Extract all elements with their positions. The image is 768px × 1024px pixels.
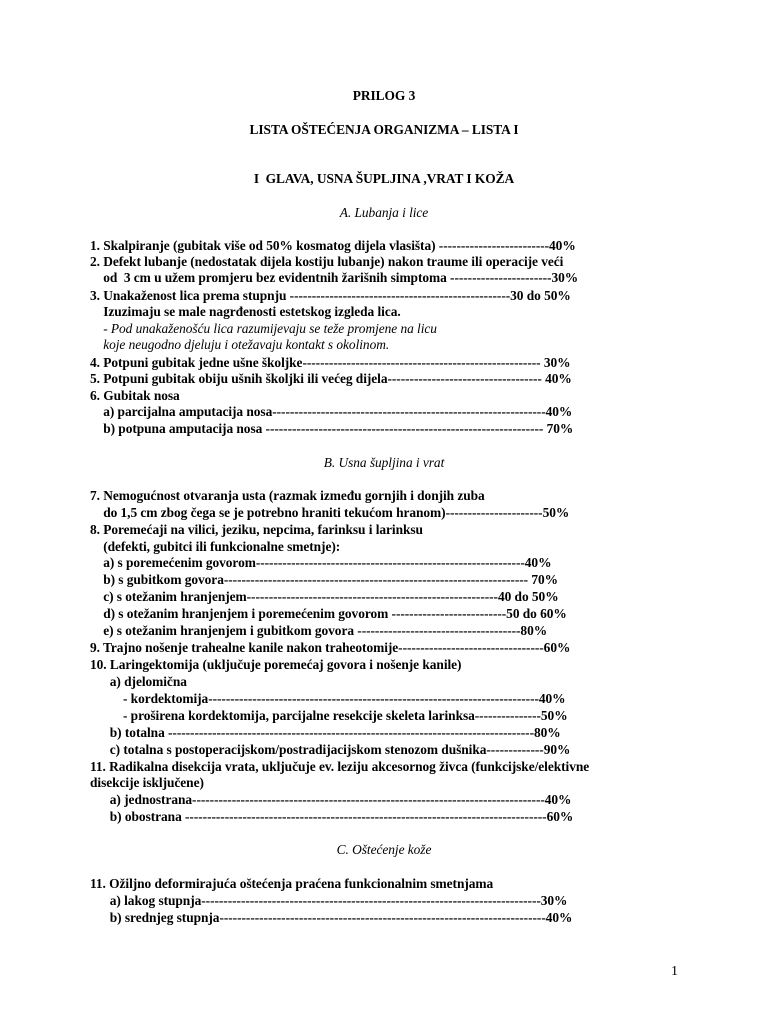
list-line: a) jednostrana--------------------------------------------------------------------------------40% <box>90 792 572 807</box>
list-title: LISTA OŠTEĆENJA ORGANIZMA – LISTA I <box>249 122 519 137</box>
list-line: 4. Potpuni gubitak jedne ušne školjke------------------------------------------------------ 30% <box>90 355 571 370</box>
section-c-title: C. Oštećenje kože <box>336 842 432 857</box>
list-line: c) s otežanim hranjenjem---------------------------------------------------------40 do 50% <box>90 589 559 604</box>
list-line: b) s gubitkom govora--------------------------------------------------------------------- 70% <box>90 572 559 587</box>
list-line: 1. Skalpiranje (gubitak više od 50% kosmatog dijela vlasišta) -------------------------40% <box>90 238 576 253</box>
list-line: a) s poremećenim govorom-------------------------------------------------------------40% <box>90 555 552 570</box>
list-line: b) obostrana ----------------------------------------------------------------------------------60% <box>90 809 574 824</box>
list-note: koje neugodno djeluju i otežavaju kontakt s okolinom. <box>90 337 390 352</box>
list-line: do 1,5 cm zbog čega se je potrebno hraniti tekućom hranom)----------------------50% <box>90 505 570 520</box>
list-line: b) totalna -----------------------------------------------------------------------------------80% <box>90 725 561 740</box>
section-b-title: B. Usna šupljina i vrat <box>323 455 445 470</box>
list-line: 5. Potpuni gubitak obiju ušnih školjki ili većeg dijela----------------------------------- 40% <box>90 371 572 386</box>
list-line: 7. Nemogućnost otvaranja usta (razmak između gornjih i donjih zuba <box>90 488 485 503</box>
list-line: - kordektomija---------------------------------------------------------------------------40% <box>90 691 566 706</box>
list-line: b) potpuna amputacija nosa --------------------------------------------------------------- 70% <box>90 421 574 436</box>
list-line: 11. Radikalna disekcija vrata, uključuje ev. leziju akcesornog živca (funkcijske/elektivne <box>90 759 590 774</box>
list-line: (defekti, gubitci ili funkcionalne smetnje): <box>90 539 341 554</box>
list-line: 6. Gubitak nosa <box>90 388 180 403</box>
list-line: c) totalna s postoperacijskom/postradijacijskom stenozom dušnika-------------90% <box>90 742 571 757</box>
list-line: Izuzimaju se male nagrđenosti estetskog izgleda lica. <box>90 304 401 319</box>
list-line: disekcije isključene) <box>90 775 204 790</box>
chapter-title: I GLAVA, USNA ŠUPLJINA ,VRAT I KOŽA <box>253 171 515 186</box>
list-line: 11. Ožiljno deformirajuća oštećenja praćena funkcionalnim smetnjama <box>90 876 494 891</box>
list-line: 8. Poremećaji na vilici, jeziku, nepcima, farinksu i larinksu <box>90 522 423 537</box>
list-line: 10. Laringektomija (uključuje poremećaj govora i nošenje kanile) <box>90 657 462 672</box>
list-line: d) s otežanim hranjenjem i poremećenim govorom --------------------------50 do 60% <box>90 606 567 621</box>
list-line: 2. Defekt lubanje (nedostatak dijela kostiju lubanje) nakon traume ili operacije veći <box>90 254 564 269</box>
page-title: PRILOG 3 <box>352 88 416 103</box>
list-line: 9. Trajno nošenje trahealne kanile nakon traheotomije---------------------------------60% <box>90 640 571 655</box>
list-line: a) parcijalna amputacija nosa--------------------------------------------------------------40% <box>90 404 573 419</box>
section-a-title: A. Lubanja i lice <box>339 205 429 220</box>
list-note: - Pod unakaženošću lica razumijevaju se teže promjene na licu <box>90 321 437 336</box>
page-number: 1 <box>671 964 678 979</box>
list-line: od 3 cm u užem promjeru bez evidentnih žarišnih simptoma -----------------------30% <box>90 270 579 285</box>
list-line: 3. Unakaženost lica prema stupnju --------------------------------------------------30 do 50% <box>90 288 571 303</box>
list-line: - proširena kordektomija, parcijalne resekcije skeleta larinksa---------------50% <box>90 708 568 723</box>
list-line: a) lakog stupnja-----------------------------------------------------------------------------30% <box>90 893 568 908</box>
list-line: b) srednjeg stupnja--------------------------------------------------------------------------40% <box>90 910 573 925</box>
list-line: e) s otežanim hranjenjem i gubitkom govora -------------------------------------80% <box>90 623 548 638</box>
list-line: a) djelomična <box>90 674 187 689</box>
